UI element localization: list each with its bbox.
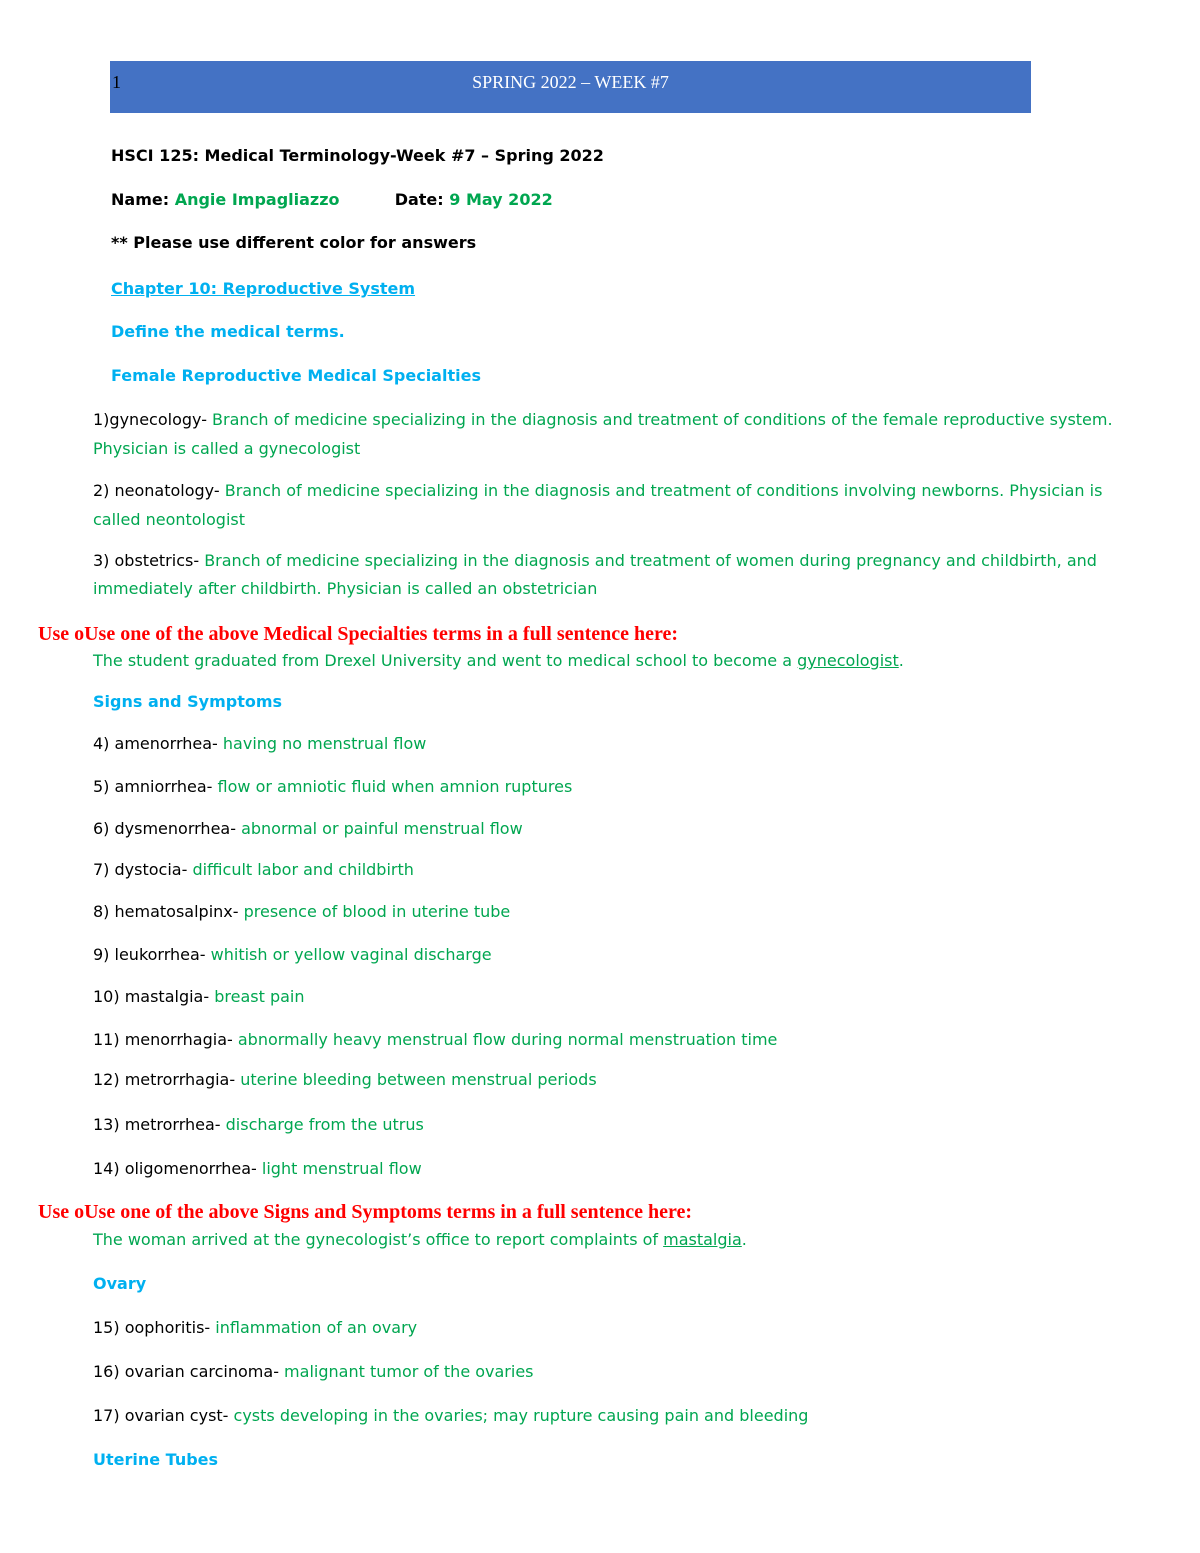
list-item	[93, 1318, 417, 1338]
definition: discharge from the utrus	[220, 1115, 424, 1134]
uterine-tubes-heading: Uterine Tubes	[93, 1450, 219, 1469]
definition-continued: Physician is called a gynecologist	[93, 439, 361, 458]
sentence-text: The student graduated from Drexel University and went to medical school to become a	[93, 651, 798, 670]
definition: uterine bleeding between menstrual periods	[235, 1070, 597, 1089]
name-date-line	[111, 190, 553, 210]
list-item	[93, 551, 1097, 571]
list-item	[93, 777, 572, 797]
list-item	[93, 734, 426, 754]
signs-heading: Signs and Symptoms	[93, 692, 283, 711]
definition-continued: called neontologist	[93, 510, 245, 529]
specialties-heading: Female Reproductive Medical Specialties	[111, 366, 481, 385]
definition: inflammation of an ovary	[210, 1318, 418, 1337]
term: 15) oophoritis-	[93, 1318, 211, 1337]
list-item	[93, 987, 304, 1007]
definition: flow or amniotic fluid when amnion ruptures	[212, 777, 573, 796]
list-item	[93, 1159, 422, 1179]
list-item	[93, 902, 510, 922]
list-item	[93, 1406, 808, 1426]
chapter-heading: Chapter 10: Reproductive System	[111, 279, 416, 298]
signs-sentence	[93, 1230, 747, 1250]
sentence-end: .	[898, 651, 904, 670]
definition: whitish or yellow vaginal discharge	[205, 945, 492, 964]
list-item	[93, 410, 1113, 430]
definition: abnormal or painful menstrual flow	[235, 819, 523, 838]
page-number: 1	[112, 72, 121, 92]
list-item	[93, 481, 1102, 501]
sentence-text: The woman arrived at the gynecologist’s office to report complaints of	[93, 1230, 664, 1249]
name-value: Angie Impagliazzo	[174, 190, 340, 209]
term: 6) dysmenorrhea-	[93, 819, 236, 838]
ovary-heading: Ovary	[93, 1274, 147, 1293]
specialties-sentence	[93, 651, 904, 671]
list-item	[93, 945, 492, 965]
term: 11) menorrhagia-	[93, 1030, 233, 1049]
definition: presence of blood in uterine tube	[238, 902, 511, 921]
term: 17) ovarian cyst-	[93, 1406, 229, 1425]
term: 10) mastalgia-	[93, 987, 210, 1006]
definition: Branch of medicine specializing in the diagnosis and treatment of women during pregnancy and childbirth, and	[199, 551, 1097, 570]
instruction: ** Please use different color for answers	[111, 233, 477, 252]
term: 7) dystocia-	[93, 860, 188, 879]
list-item	[93, 1115, 424, 1135]
definition: breast pain	[209, 987, 305, 1006]
term: 12) metrorrhagia-	[93, 1070, 236, 1089]
list-item	[93, 1030, 777, 1050]
signs-prompt: Use oUse one of the above Signs and Symptoms terms in a full sentence here:	[38, 1201, 693, 1223]
term: 9) leukorrhea-	[93, 945, 206, 964]
term: 13) metrorrhea-	[93, 1115, 221, 1134]
sentence-term: mastalgia	[663, 1230, 742, 1249]
list-item	[93, 819, 523, 839]
name-label: Name:	[111, 190, 170, 209]
definition: difficult labor and childbirth	[187, 860, 414, 879]
term: 4) amenorrhea-	[93, 734, 218, 753]
list-item	[93, 860, 414, 880]
definition: having no menstrual flow	[217, 734, 427, 753]
specialties-prompt: Use oUse one of the above Medical Specialties terms in a full sentence here:	[38, 623, 679, 645]
term: 3) obstetrics-	[93, 551, 200, 570]
definition: light menstrual flow	[256, 1159, 422, 1178]
definition: cysts developing in the ovaries; may rupture causing pain and bleeding	[228, 1406, 809, 1425]
term: 14) oligomenorrhea-	[93, 1159, 257, 1178]
sentence-term: gynecologist	[797, 651, 899, 670]
term: 16) ovarian carcinoma-	[93, 1362, 279, 1381]
date-value: 9 May 2022	[449, 190, 553, 209]
definition: Branch of medicine specializing in the diagnosis and treatment of conditions of the female reproductive system.	[206, 410, 1113, 429]
header-title: SPRING 2022 – WEEK #7	[472, 72, 669, 92]
sentence-end: .	[741, 1230, 747, 1249]
definition: abnormally heavy menstrual flow during normal menstruation time	[232, 1030, 778, 1049]
document-title: HSCI 125: Medical Terminology-Week #7 – Spring 2022	[111, 146, 604, 165]
term: 1)gynecology-	[93, 410, 207, 429]
define-heading: Define the medical terms.	[111, 322, 345, 341]
term: 5) amniorrhea-	[93, 777, 213, 796]
definition-continued: immediately after childbirth. Physician is called an obstetrician	[93, 579, 598, 598]
definition: Branch of medicine specializing in the diagnosis and treatment of conditions involving newborns. Physician is	[219, 481, 1103, 500]
term: 8) hematosalpinx-	[93, 902, 239, 921]
list-item	[93, 1070, 597, 1090]
term: 2) neonatology-	[93, 481, 220, 500]
date-label: Date:	[394, 190, 444, 209]
list-item	[93, 1362, 534, 1382]
definition: malignant tumor of the ovaries	[278, 1362, 534, 1381]
